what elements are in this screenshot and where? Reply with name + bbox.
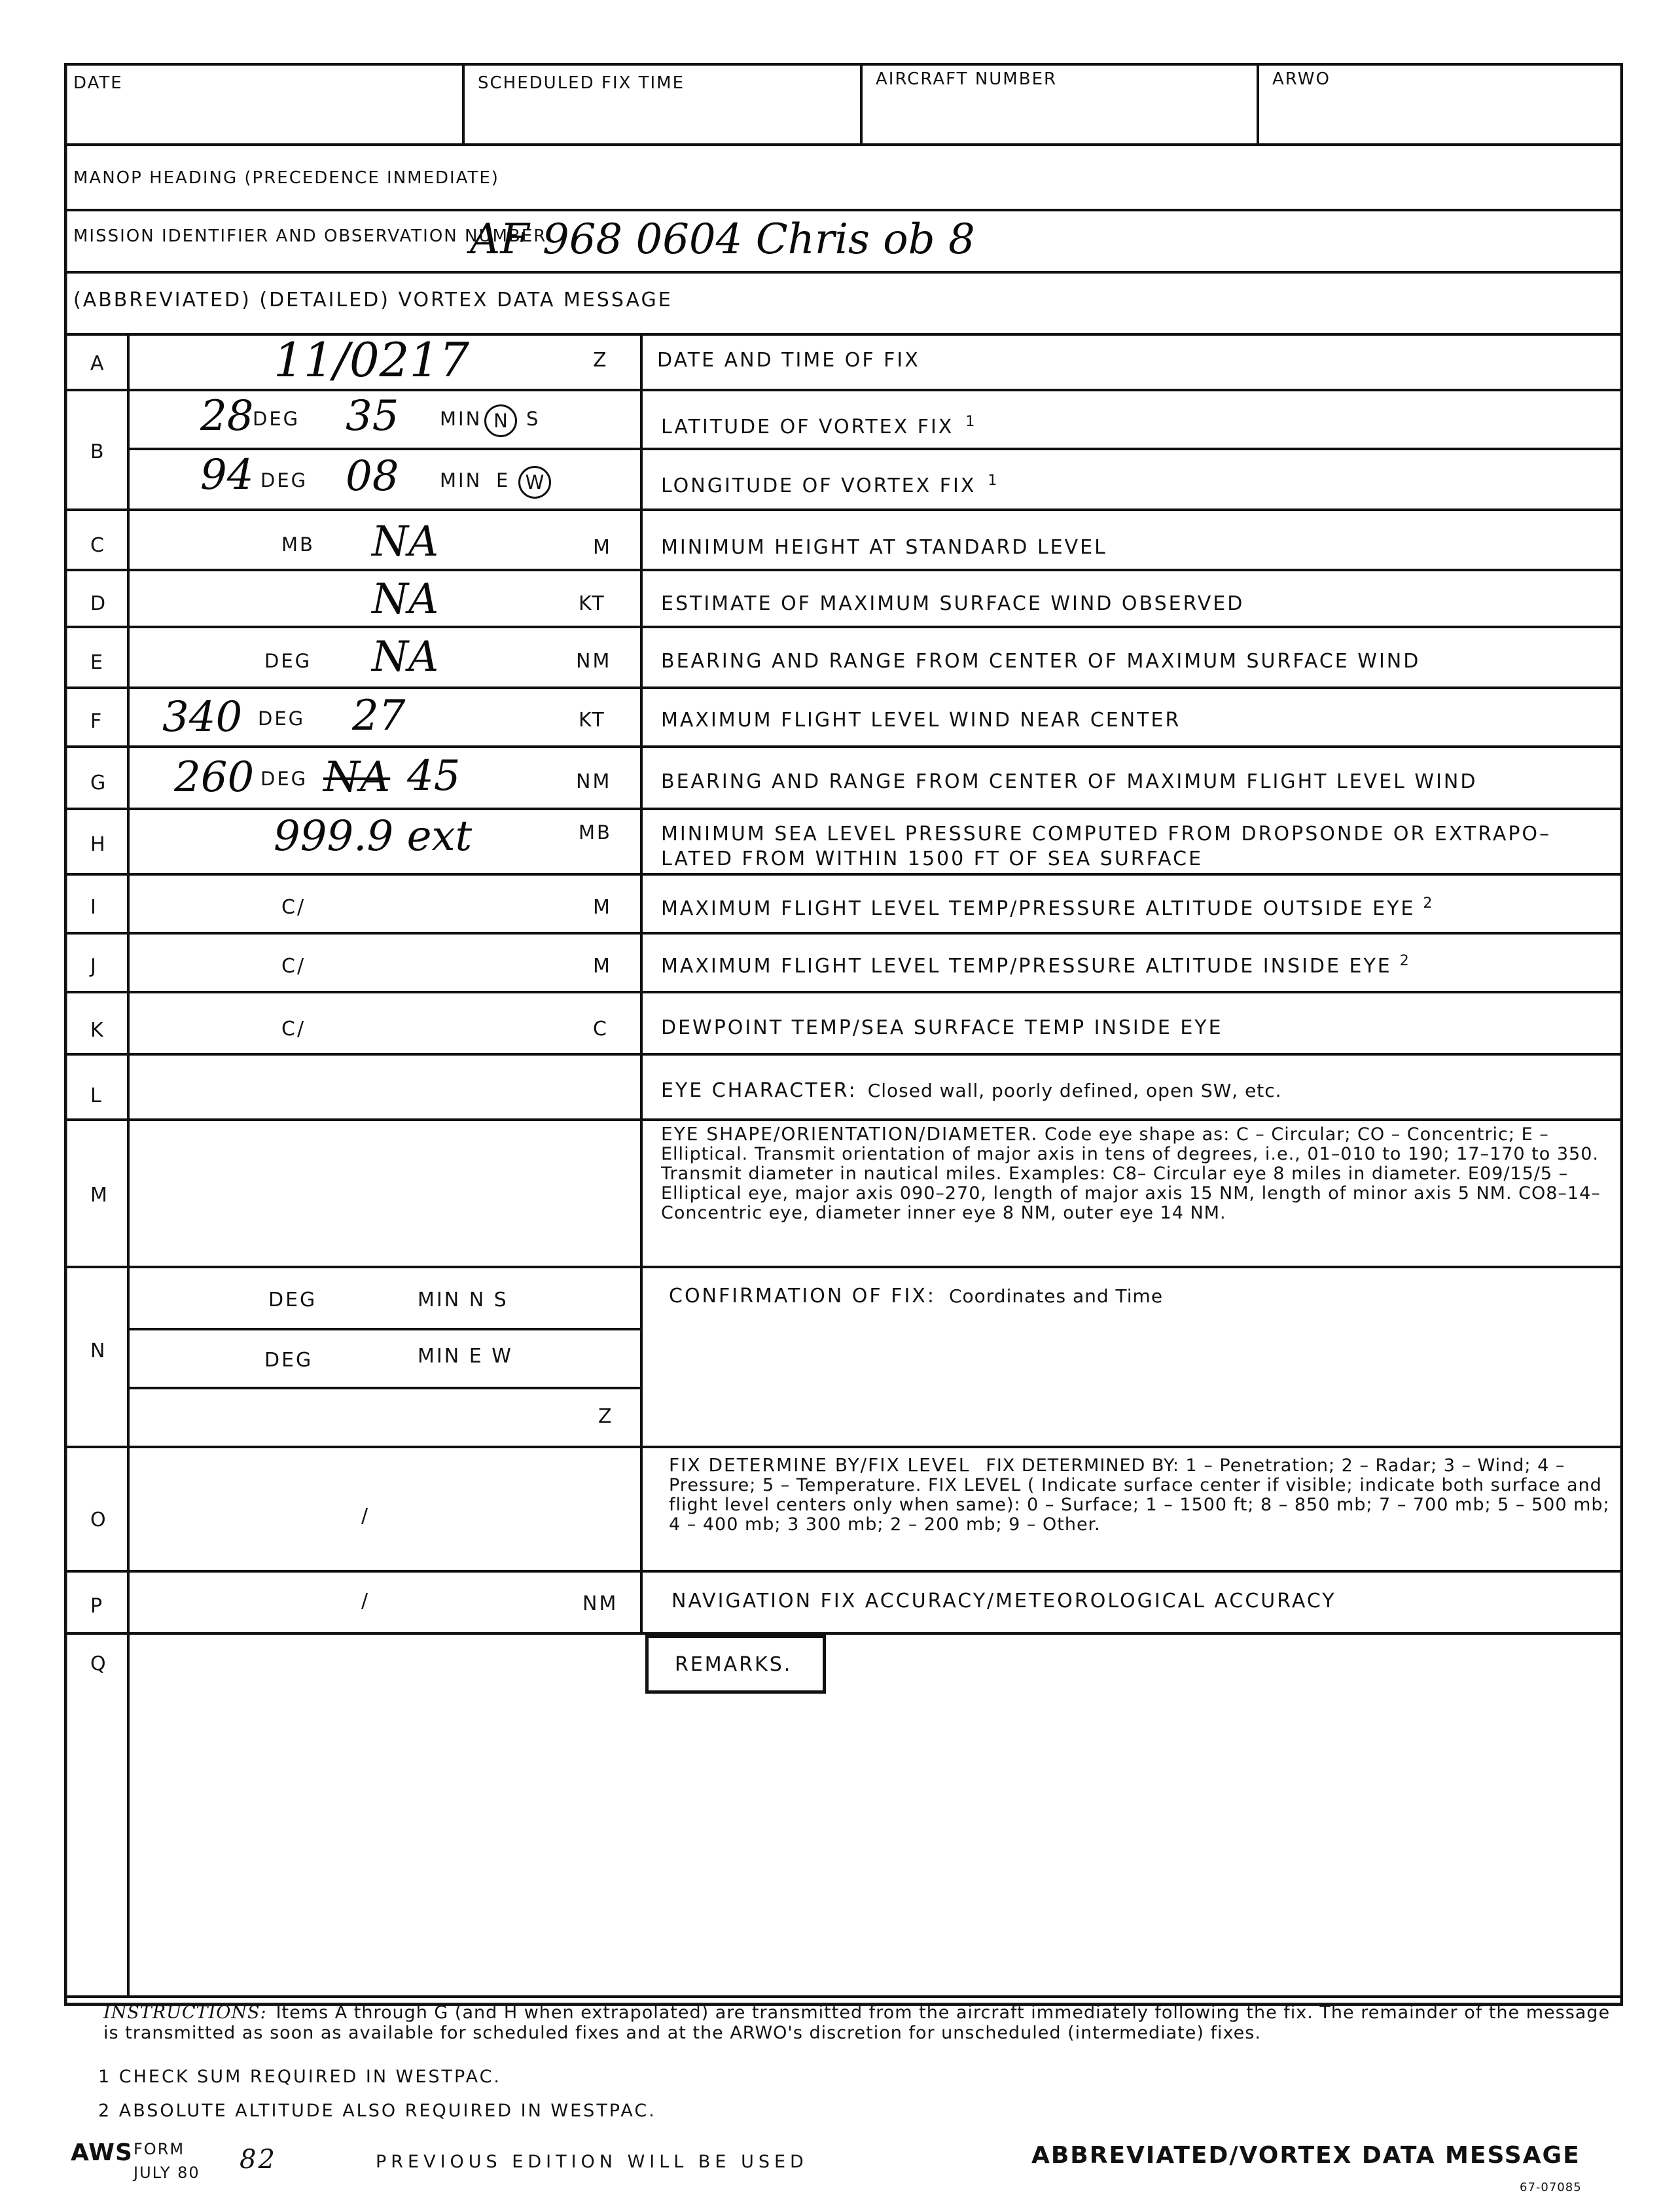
row-p-unit: NM bbox=[582, 1592, 618, 1615]
row-g-unit: NM bbox=[576, 770, 612, 793]
latitude-hemisphere-other: S bbox=[526, 408, 541, 430]
row-a-description: DATE AND TIME OF FIX bbox=[657, 349, 920, 372]
row-i-unit: M bbox=[593, 896, 612, 919]
message-type-title: (ABBREVIATED) (DETAILED) VORTEX DATA MESSAGE bbox=[73, 289, 673, 312]
row-f-deg-label: DEG bbox=[258, 707, 306, 730]
latitude-minutes-value: 35 bbox=[346, 392, 399, 440]
row-n-lon-min-label: MIN E W bbox=[418, 1345, 513, 1368]
latitude-hemisphere-selected: N bbox=[484, 404, 517, 437]
row-f-degrees-value: 340 bbox=[162, 693, 243, 741]
row-f-value: 27 bbox=[352, 692, 406, 740]
row-letter-f: F bbox=[90, 710, 104, 733]
row-letter-d: D bbox=[90, 592, 108, 615]
row-h-description-line1: MINIMUM SEA LEVEL PRESSURE COMPUTED FROM DROPSONDE OR EXTRAPO– bbox=[661, 823, 1552, 846]
longitude-degrees-value: 94 bbox=[200, 451, 254, 499]
row-d-description: ESTIMATE OF MAXIMUM SURFACE WIND OBSERVED bbox=[661, 592, 1245, 615]
longitude-description: LONGITUDE OF VORTEX FIX $^1$ bbox=[661, 472, 999, 497]
longitude-hemisphere-other: E bbox=[496, 469, 510, 491]
row-letter-j: J bbox=[90, 955, 98, 978]
row-c-unit: M bbox=[593, 536, 612, 559]
instructions-text: INSTRUCTIONS: Items A through G (and H when extrapolated) are transmitted from the aircraft immediately following the fix. The remainder of the message is transmitted as soon as available for scheduled fixes and at the ARWO's discretion for unscheduled (intermediate) fixes. bbox=[103, 2003, 1611, 2043]
row-a-unit: Z bbox=[593, 349, 609, 372]
row-letter-i: I bbox=[90, 896, 98, 919]
longitude-min-label: MIN bbox=[440, 469, 482, 491]
row-k-prefix: C/ bbox=[281, 1018, 306, 1041]
row-i-description: MAXIMUM FLIGHT LEVEL TEMP/PRESSURE ALTITUDE OUTSIDE EYE $^2$ bbox=[661, 895, 1435, 920]
row-n-unit: Z bbox=[598, 1405, 614, 1428]
mission-identifier-label: MISSION IDENTIFIER AND OBSERVATION NUMBER bbox=[73, 226, 547, 246]
row-p-slash: / bbox=[361, 1590, 370, 1613]
arwo-label: ARWO bbox=[1272, 69, 1331, 89]
row-letter-h: H bbox=[90, 833, 107, 856]
footer-stock-number: 67-07085 bbox=[1520, 2181, 1582, 2194]
scheduled-fix-time-label: SCHEDULED FIX TIME bbox=[478, 73, 685, 93]
row-j-unit: M bbox=[593, 955, 612, 978]
row-n-lon-deg-label: DEG bbox=[264, 1349, 313, 1372]
footer-form-date: JULY 80 bbox=[134, 2164, 200, 2182]
row-k-description: DEWPOINT TEMP/SEA SURFACE TEMP INSIDE EYE bbox=[661, 1016, 1223, 1039]
instruction-note-1: 1 CHECK SUM REQUIRED IN WESTPAC. bbox=[98, 2067, 502, 2087]
row-e-unit: NM bbox=[576, 650, 612, 673]
instruction-note-2: 2 ABSOLUTE ALTITUDE ALSO REQUIRED IN WESTPAC. bbox=[98, 2101, 656, 2121]
longitude-deg-label: DEG bbox=[260, 469, 308, 491]
row-letter-m: M bbox=[90, 1184, 109, 1207]
longitude-minutes-value: 08 bbox=[346, 452, 399, 501]
row-g-struck-value: NA bbox=[323, 753, 391, 802]
row-f-description: MAXIMUM FLIGHT LEVEL WIND NEAR CENTER bbox=[661, 709, 1181, 732]
row-letter-g: G bbox=[90, 772, 108, 794]
row-n-description: CONFIRMATION OF FIX: Coordinates and Time bbox=[669, 1285, 1164, 1308]
row-k-unit: C bbox=[593, 1018, 609, 1041]
row-h-unit: MB bbox=[579, 821, 612, 844]
footer-previous-edition: PREVIOUS EDITION WILL BE USED bbox=[376, 2152, 808, 2172]
latitude-min-label: MIN bbox=[440, 408, 482, 430]
row-e-prefix: DEG bbox=[264, 650, 312, 672]
footer-form-label: FORM bbox=[134, 2140, 185, 2158]
row-letter-k: K bbox=[90, 1019, 105, 1042]
footer-aws: AWS bbox=[71, 2139, 133, 2166]
remarks-box bbox=[645, 1635, 826, 1694]
row-e-value: NA bbox=[372, 633, 439, 681]
row-letter-a: A bbox=[90, 352, 106, 375]
row-letter-o: O bbox=[90, 1508, 108, 1531]
row-n-lat-min-label: MIN N S bbox=[418, 1289, 509, 1311]
date-label: DATE bbox=[73, 73, 123, 93]
latitude-degrees-value: 28 bbox=[200, 392, 254, 440]
footer-form-number: 82 bbox=[240, 2145, 277, 2175]
row-i-prefix: C/ bbox=[281, 896, 306, 919]
longitude-hemisphere-selected: W bbox=[518, 466, 551, 499]
row-letter-c: C bbox=[90, 534, 106, 557]
row-letter-e: E bbox=[90, 651, 105, 674]
row-a-value: 11/0217 bbox=[274, 332, 470, 387]
aircraft-number-label: AIRCRAFT NUMBER bbox=[876, 69, 1058, 89]
row-h-description-line2: LATED FROM WITHIN 1500 FT OF SEA SURFACE bbox=[661, 847, 1204, 870]
row-d-value: NA bbox=[372, 575, 439, 624]
row-n-lat-deg-label: DEG bbox=[268, 1289, 317, 1311]
row-l-description: EYE CHARACTER: Closed wall, poorly defined, open SW, etc. bbox=[661, 1079, 1282, 1102]
row-letter-n: N bbox=[90, 1340, 107, 1363]
row-letter-l: L bbox=[90, 1084, 103, 1107]
row-e-description: BEARING AND RANGE FROM CENTER OF MAXIMUM SURFACE WIND bbox=[661, 650, 1421, 673]
mission-identifier-value: AF 968 0604 Chris ob 8 bbox=[470, 215, 975, 264]
row-c-description: MINIMUM HEIGHT AT STANDARD LEVEL bbox=[661, 536, 1107, 559]
latitude-deg-label: DEG bbox=[253, 408, 300, 430]
row-g-deg-label: DEG bbox=[260, 768, 308, 790]
row-letter-p: P bbox=[90, 1595, 105, 1618]
row-o-description: FIX DETERMINE BY/FIX LEVEL FIX DETERMINED BY: 1 – Penetration; 2 – Radar; 3 – Wind; 4 – Pressure; 5 – Temperature. FIX LEVEL ( Indicate surface center if visible; indicate both surface and flight level centers only when same): 0 – Surface; 1 – 1500 ft; 8 – 850 mb; 7 – 700 mb; 5 – 500 mb; 4 – 400 mb; 3 300 mb; 2 – 200 mb; 9 – Other. bbox=[669, 1454, 1610, 1535]
row-f-unit: KT bbox=[579, 709, 606, 732]
row-c-prefix: MB bbox=[281, 533, 315, 556]
vortex-data-form bbox=[64, 63, 1623, 2043]
latitude-description: LATITUDE OF VORTEX FIX $^1$ bbox=[661, 414, 977, 438]
row-g-degrees-value: 260 bbox=[174, 753, 255, 802]
row-h-value: 999.9 ext bbox=[274, 812, 473, 861]
manop-heading-label: MANOP HEADING (PRECEDENCE INMEDIATE) bbox=[73, 168, 499, 188]
remarks-label: REMARKS. bbox=[675, 1653, 793, 1676]
row-p-description: NAVIGATION FIX ACCURACY/METEOROLOGICAL ACCURACY bbox=[671, 1590, 1336, 1613]
row-m-description: EYE SHAPE/ORIENTATION/DIAMETER. Code eye shape as: C – Circular; CO – Concentric; E – Elliptical. Transmit orientation of major axis in tens of degrees, i.e., 01–010 to 190; 17–170 to 350. Transmit diameter in nautical miles. Examples: C8– Circular eye 8 miles in diameter. E09/15/5 – Elliptical eye, major axis 090–270, length of major axis 15 NM, length of minor axis 5 NM. CO8–14–Concentric eye, diameter inner eye 8 NM, outer eye 14 NM. bbox=[661, 1123, 1601, 1223]
row-o-slash: / bbox=[361, 1505, 370, 1527]
row-letter-b: B bbox=[90, 440, 106, 463]
row-c-value: NA bbox=[372, 518, 439, 566]
row-g-value: 45 bbox=[407, 752, 461, 800]
row-j-description: MAXIMUM FLIGHT LEVEL TEMP/PRESSURE ALTITUDE INSIDE EYE $^2$ bbox=[661, 953, 1411, 978]
row-j-prefix: C/ bbox=[281, 955, 306, 978]
row-d-unit: KT bbox=[579, 592, 606, 615]
row-letter-q: Q bbox=[90, 1652, 108, 1675]
footer-form-title: ABBREVIATED/VORTEX DATA MESSAGE bbox=[1031, 2142, 1581, 2169]
row-g-description: BEARING AND RANGE FROM CENTER OF MAXIMUM FLIGHT LEVEL WIND bbox=[661, 770, 1478, 793]
